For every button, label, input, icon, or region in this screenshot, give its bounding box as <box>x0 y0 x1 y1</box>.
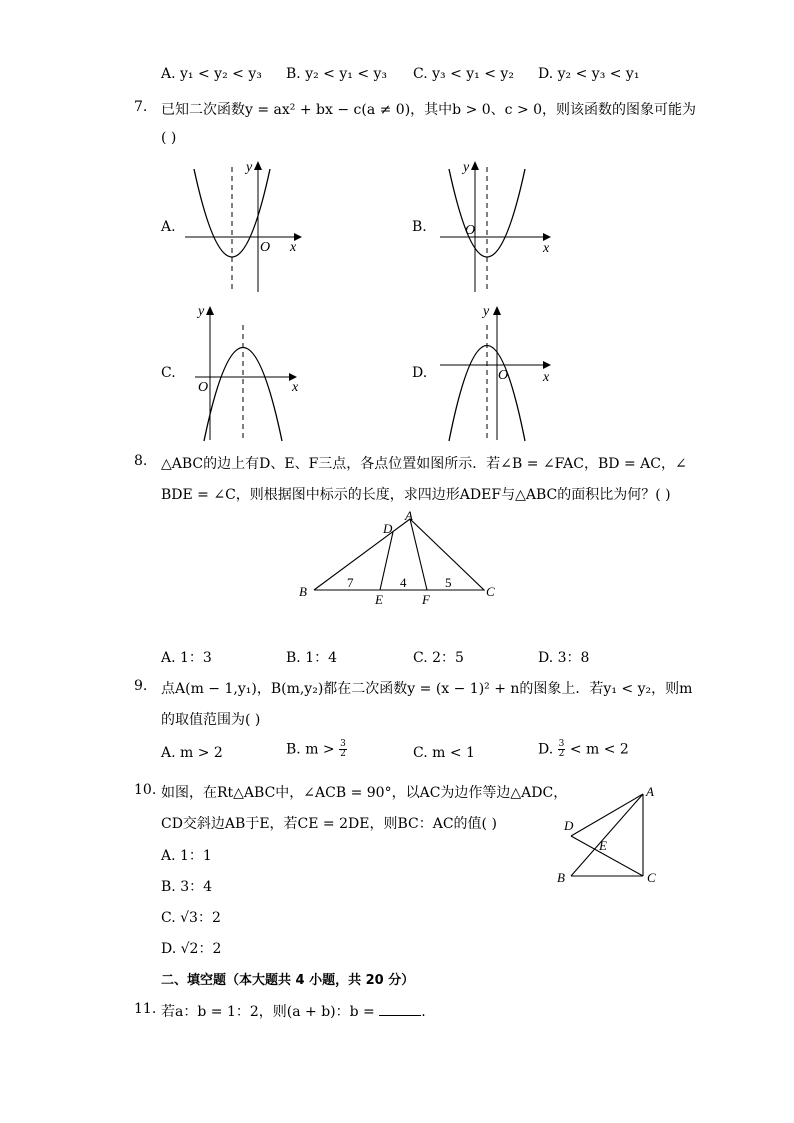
q9-option-b <box>286 740 347 759</box>
q7b-y-label: y <box>463 160 470 175</box>
q8-option-c: C. 2：5 <box>413 650 464 666</box>
q7a-origin-label: O <box>260 240 271 255</box>
q10-option-d: D. √2：2 <box>161 941 222 957</box>
q10-point-b: B <box>557 870 565 885</box>
q11-text: 若a：b = 1：2，则(a + b)：b = <box>161 1004 375 1020</box>
q10-stem-line1: 如图，在Rt△ABC中，∠ACB = 90°，以AC为边作等边△ADC， <box>161 785 568 801</box>
q10-point-d: D <box>564 818 574 833</box>
q7b-x-label: x <box>543 241 550 256</box>
q11-stem <box>161 1001 426 1021</box>
q10-stem-line2: CD交斜边AB于E，若CE = 2DE，则BC：AC的值( ) <box>161 816 497 832</box>
q10-option-c: C. √3：2 <box>161 910 221 926</box>
q7c-origin-label: O <box>198 380 209 395</box>
q7-stem-line1: 已知二次函数y = ax² + bx − c(a ≠ 0)，其中b > 0、c > 0，则该函数的图象可能为 <box>161 102 697 118</box>
q7-stem-line2: ( ) <box>161 130 177 146</box>
q8-length-ef: 4 <box>400 575 407 590</box>
q9-stem-line1: 点A(m − 1,y₁)，B(m,y₂)都在二次函数y = (x − 1)² + n的图象上．若y₁ < y₂，则m <box>161 681 693 697</box>
q8-point-e: E <box>375 592 383 607</box>
q8-point-d: D <box>383 521 393 536</box>
q6-option-c: C. y₃ < y₁ < y₂ <box>413 66 514 82</box>
q8-number: 8. <box>134 453 148 469</box>
q9-option-d-fraction: $\frac{3}{2}$ <box>558 739 565 759</box>
q8-triangle-figure <box>295 508 505 608</box>
q10-option-a: A. 1：1 <box>161 848 212 864</box>
q9-option-a: A. m > 2 <box>161 745 223 761</box>
q11-period: . <box>421 1004 426 1020</box>
q10-number: 10. <box>134 782 157 798</box>
q7-graph-b <box>435 155 565 295</box>
q7d-y-label: y <box>483 304 490 319</box>
q6-option-a: A. y₁ < y₂ < y₃ <box>161 66 262 82</box>
q7d-origin-label: O <box>498 368 509 383</box>
section-heading: 二、填空题（本大题共 4 小题，共 20 分） <box>161 973 415 988</box>
q7-label-c: C. <box>161 365 176 381</box>
q10-point-e: E <box>599 838 607 853</box>
q7-label-a: A. <box>161 219 176 235</box>
q9-option-b-text: B. m > <box>286 741 335 758</box>
q7-graph-a <box>180 155 310 295</box>
q11-number: 11. <box>134 1001 157 1017</box>
q8-point-f: F <box>422 592 430 607</box>
q9-option-c: C. m < 1 <box>413 745 475 761</box>
q10-triangle-figure <box>552 780 667 890</box>
q7a-y-label: y <box>246 160 253 175</box>
q7-number: 7. <box>134 99 148 115</box>
q8-length-fc: 5 <box>445 575 452 590</box>
q8-point-a: A <box>405 508 413 523</box>
q7-label-d: D. <box>412 365 428 381</box>
q9-option-b-fraction: $\frac{3}{2}$ <box>340 739 346 759</box>
q11-answer-blank[interactable] <box>379 1003 421 1016</box>
q9-stem-line2: 的取值范围为( ) <box>161 712 261 728</box>
q6-option-d: D. y₂ < y₃ < y₁ <box>538 66 640 82</box>
q7-graph-c <box>190 300 310 445</box>
q9-number: 9. <box>134 678 148 694</box>
q7-graph-d <box>435 300 560 445</box>
q7a-x-label: x <box>290 240 297 255</box>
q7-label-b: B. <box>412 219 427 235</box>
q10-option-b: B. 3：4 <box>161 879 213 895</box>
q8-point-c: C <box>486 584 495 599</box>
q8-stem-line2: BDE = ∠C，则根据图中标示的长度，求四边形ADEF与△ABC的面积比为何？( ) <box>161 487 671 503</box>
q9-option-d <box>538 740 629 759</box>
q10-point-a: A <box>646 784 654 799</box>
q8-length-be: 7 <box>347 575 354 590</box>
q7d-x-label: x <box>543 370 550 385</box>
q8-option-b: B. 1：4 <box>286 650 338 666</box>
q6-option-b: B. y₂ < y₁ < y₃ <box>286 66 388 82</box>
q8-stem-line1: △ABC的边上有D、E、F三点，各点位置如图所示．若∠B = ∠FAC，BD = AC，∠ <box>161 456 687 472</box>
q7b-origin-label: O <box>465 223 476 238</box>
q10-point-c: C <box>647 870 656 885</box>
q7c-x-label: x <box>292 380 299 395</box>
q7c-y-label: y <box>198 304 205 319</box>
q9-option-d-label: D. <box>538 741 554 758</box>
q9-option-d-text: < m < 2 <box>569 741 629 758</box>
q8-option-a: A. 1：3 <box>161 650 212 666</box>
q8-option-d: D. 3：8 <box>538 650 590 666</box>
q8-point-b: B <box>299 584 307 599</box>
